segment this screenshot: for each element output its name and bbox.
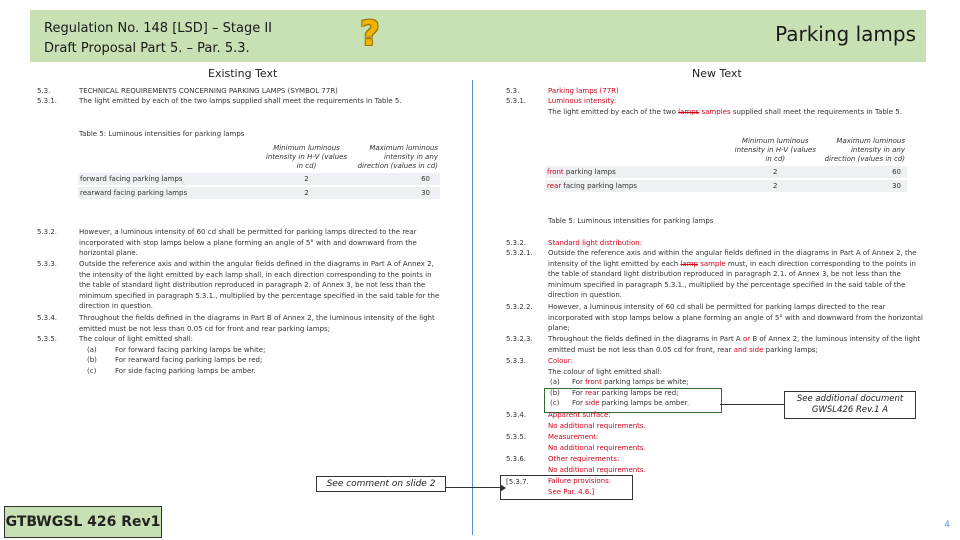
right-num-5-3-7: [5.3.7. [506,478,529,486]
left-para-5-3-4: Throughout the fields defined in the diagrams in Part B of Annex 2, the luminous intensity of the light emitted must be not less than 0.05 cd for front and rear parking lamps; [79,314,435,333]
right-num-5-3: 5.3. [506,87,520,95]
right-num-5-3-1: 5.3.1. [506,97,527,105]
right-num-5-3-4: 5.3.4. [506,411,527,419]
col-max-header: Maximum luminous intensity in any direction (values in cd) [351,144,440,172]
right-colour-intro: The colour of light emitted shall: [548,367,663,376]
right-standard-distribution-heading: Standard light distribution: [548,239,643,247]
row-label: rear facing parking lamps [545,179,731,192]
table-row [545,179,907,192]
row-max: 60 [351,172,440,186]
right-num-5-3-3: 5.3.3. [506,357,527,365]
comment-note-box: See comment on slide 2 [316,476,446,492]
document-badge: GTBWGSL 426 Rev1 [4,506,162,538]
page-number: 4 [944,520,950,530]
left-colour-intro: The colour of light emitted shall: [79,335,194,343]
question-mark-icon: ? [360,14,380,54]
right-num-5-3-5: 5.3.5. [506,433,527,441]
row-label: rearward facing parking lamps [78,186,262,199]
left-num-5-3-1: 5.3.1. [37,97,58,105]
list-item: (c) For side parking lamps be amber. [550,399,690,408]
table-row [545,165,907,179]
right-para-5-3-4: Apparent surface: No additional requirements. [548,411,646,430]
row-max: 60 [819,165,907,179]
right-colour-heading: Colour: [548,357,573,365]
right-table-caption: Table 5: Luminous intensities for parking lamps [548,217,714,225]
col-min-header: Minimum luminous intensity in H-V (values in cd) [731,137,819,165]
right-num-5-3-6: 5.3.6. [506,455,527,463]
left-num-5-3-3: 5.3.3. [37,260,58,268]
col-max-header: Maximum luminous intensity in any direction (values in cd) [819,137,907,165]
row-min: 2 [731,165,819,179]
right-para-5-3-2-2: However, a luminous intensity of 60 cd shall be permitted for parking lamps directed to the rear incorporated with stop lamps below a plane forming an angle of 5° with and downward from the horizontal plane; [548,303,923,333]
regulation-line-2: Draft Proposal Part 5. – Par. 5.3. [44,41,250,56]
right-para-5-3-2-3: Throughout the fields defined in the diagrams in Part A or B of Annex 2, the luminous intensity of the light emitted must be not less than 0.05 cd for front, rear and side parking lamps; [548,335,921,354]
right-num-5-3-2: 5.3.2. [506,239,527,247]
right-section-title: Parking lamps (77R) [548,87,619,95]
table-row [78,186,440,199]
left-num-5-3: 5.3. [37,87,51,95]
row-max: 30 [819,179,907,192]
left-para-5-3-1: The light emitted by each of the two lamps supplied shall meet the requirements in Table 5. [79,97,402,105]
row-min: 2 [731,179,819,192]
list-item: (b) For rear parking lamps be red; [550,388,679,397]
left-intensity-table [78,144,440,199]
right-para-5-3-5: Measurement: No additional requirements. [548,433,646,452]
left-num-5-3-4: 5.3.4. [37,314,58,322]
page-title: Parking lamps [775,22,916,46]
right-num-5-3-2-3: 5.3.2.3. [506,335,533,343]
right-num-5-3-2-1: 5.3.2.1. [506,249,533,257]
table-row [78,172,440,186]
list-item: (c) For side facing parking lamps be amber. [87,366,256,375]
row-max: 30 [351,186,440,199]
right-para-5-3-7: Failure provisions: See Par. 4.6.] [548,477,612,496]
list-item: (a) For front parking lamps be white; [550,378,689,387]
additional-document-note: See additional document GWSL426 Rev.1 A [784,391,916,419]
list-item: (b) For rearward facing parking lamps be red; [87,356,263,365]
row-label: front parking lamps [545,165,731,179]
note-connector [720,404,784,405]
right-para-5-3-1: The light emitted by each of the two lamps samples supplied shall meet the requirements in Table 5. [548,108,902,116]
left-section-title: TECHNICAL REQUIREMENTS CONCERNING PARKING LAMPS (SYMBOL 77R) [79,87,338,95]
table-header-row [545,137,907,165]
right-luminous-heading: Luminous intensity: [548,97,617,105]
col-min-header: Minimum luminous intensity in H-V (values in cd) [262,144,351,172]
row-min: 2 [262,186,351,199]
header-bar [30,10,926,62]
right-num-5-3-2-2: 5.3.2.2. [506,303,533,311]
row-min: 2 [262,172,351,186]
regulation-line-1: Regulation No. 148 [LSD] – Stage II [44,21,272,36]
left-para-5-3-3: Outside the reference axis and within the angular fields defined in the diagrams in Part A of Annex 2, the intensity of the light emitted by each lamp shall, in each direction corresponding to the points in the table of standard light distribution reproduced in paragraph 2. of Annex 3, be not less than the minimum specified in paragraph 5.3.1., multiplied by the percentage specified in the said table for the direction in question. [79,260,440,311]
right-para-5-3-6: Other requirements: No additional requirements. [548,455,646,474]
regulation-title [44,19,272,59]
existing-text-heading: Existing Text [208,67,278,80]
new-text-heading: New Text [692,67,742,80]
row-label: forward facing parking lamps [78,172,262,186]
left-table-caption: Table 5: Luminous intensities for parking lamps [79,130,245,138]
right-para-5-3-2-1: Outside the reference axis and within the angular fields defined in the diagrams in Part A of Annex 2, the intensity of the light emitted by each lamp sample must, in each direction corresponding to the points in the table of standard light distribution reproduced in paragraph 2.1. of Annex 3, be not less than the minimum specified in paragraph 5.3.1., multiplied by the percentage specified in the said table of the direction in question. [548,249,917,300]
table-header-row [78,144,440,172]
left-num-5-3-2: 5.3.2. [37,228,58,236]
right-intensity-table [545,137,907,192]
left-num-5-3-5: 5.3.5. [37,335,58,343]
left-para-5-3-5 [79,334,445,376]
left-para-5-3-2: However, a luminous intensity of 60 cd shall be permitted for parking lamps directed to the rear incorporated with stop lamps below a plane forming an angle of 5° with and downward from the horizontal plane. [79,228,417,258]
comment-connector [445,487,501,488]
list-item: (a) For forward facing parking lamps be white; [87,345,266,354]
column-divider [472,80,473,535]
